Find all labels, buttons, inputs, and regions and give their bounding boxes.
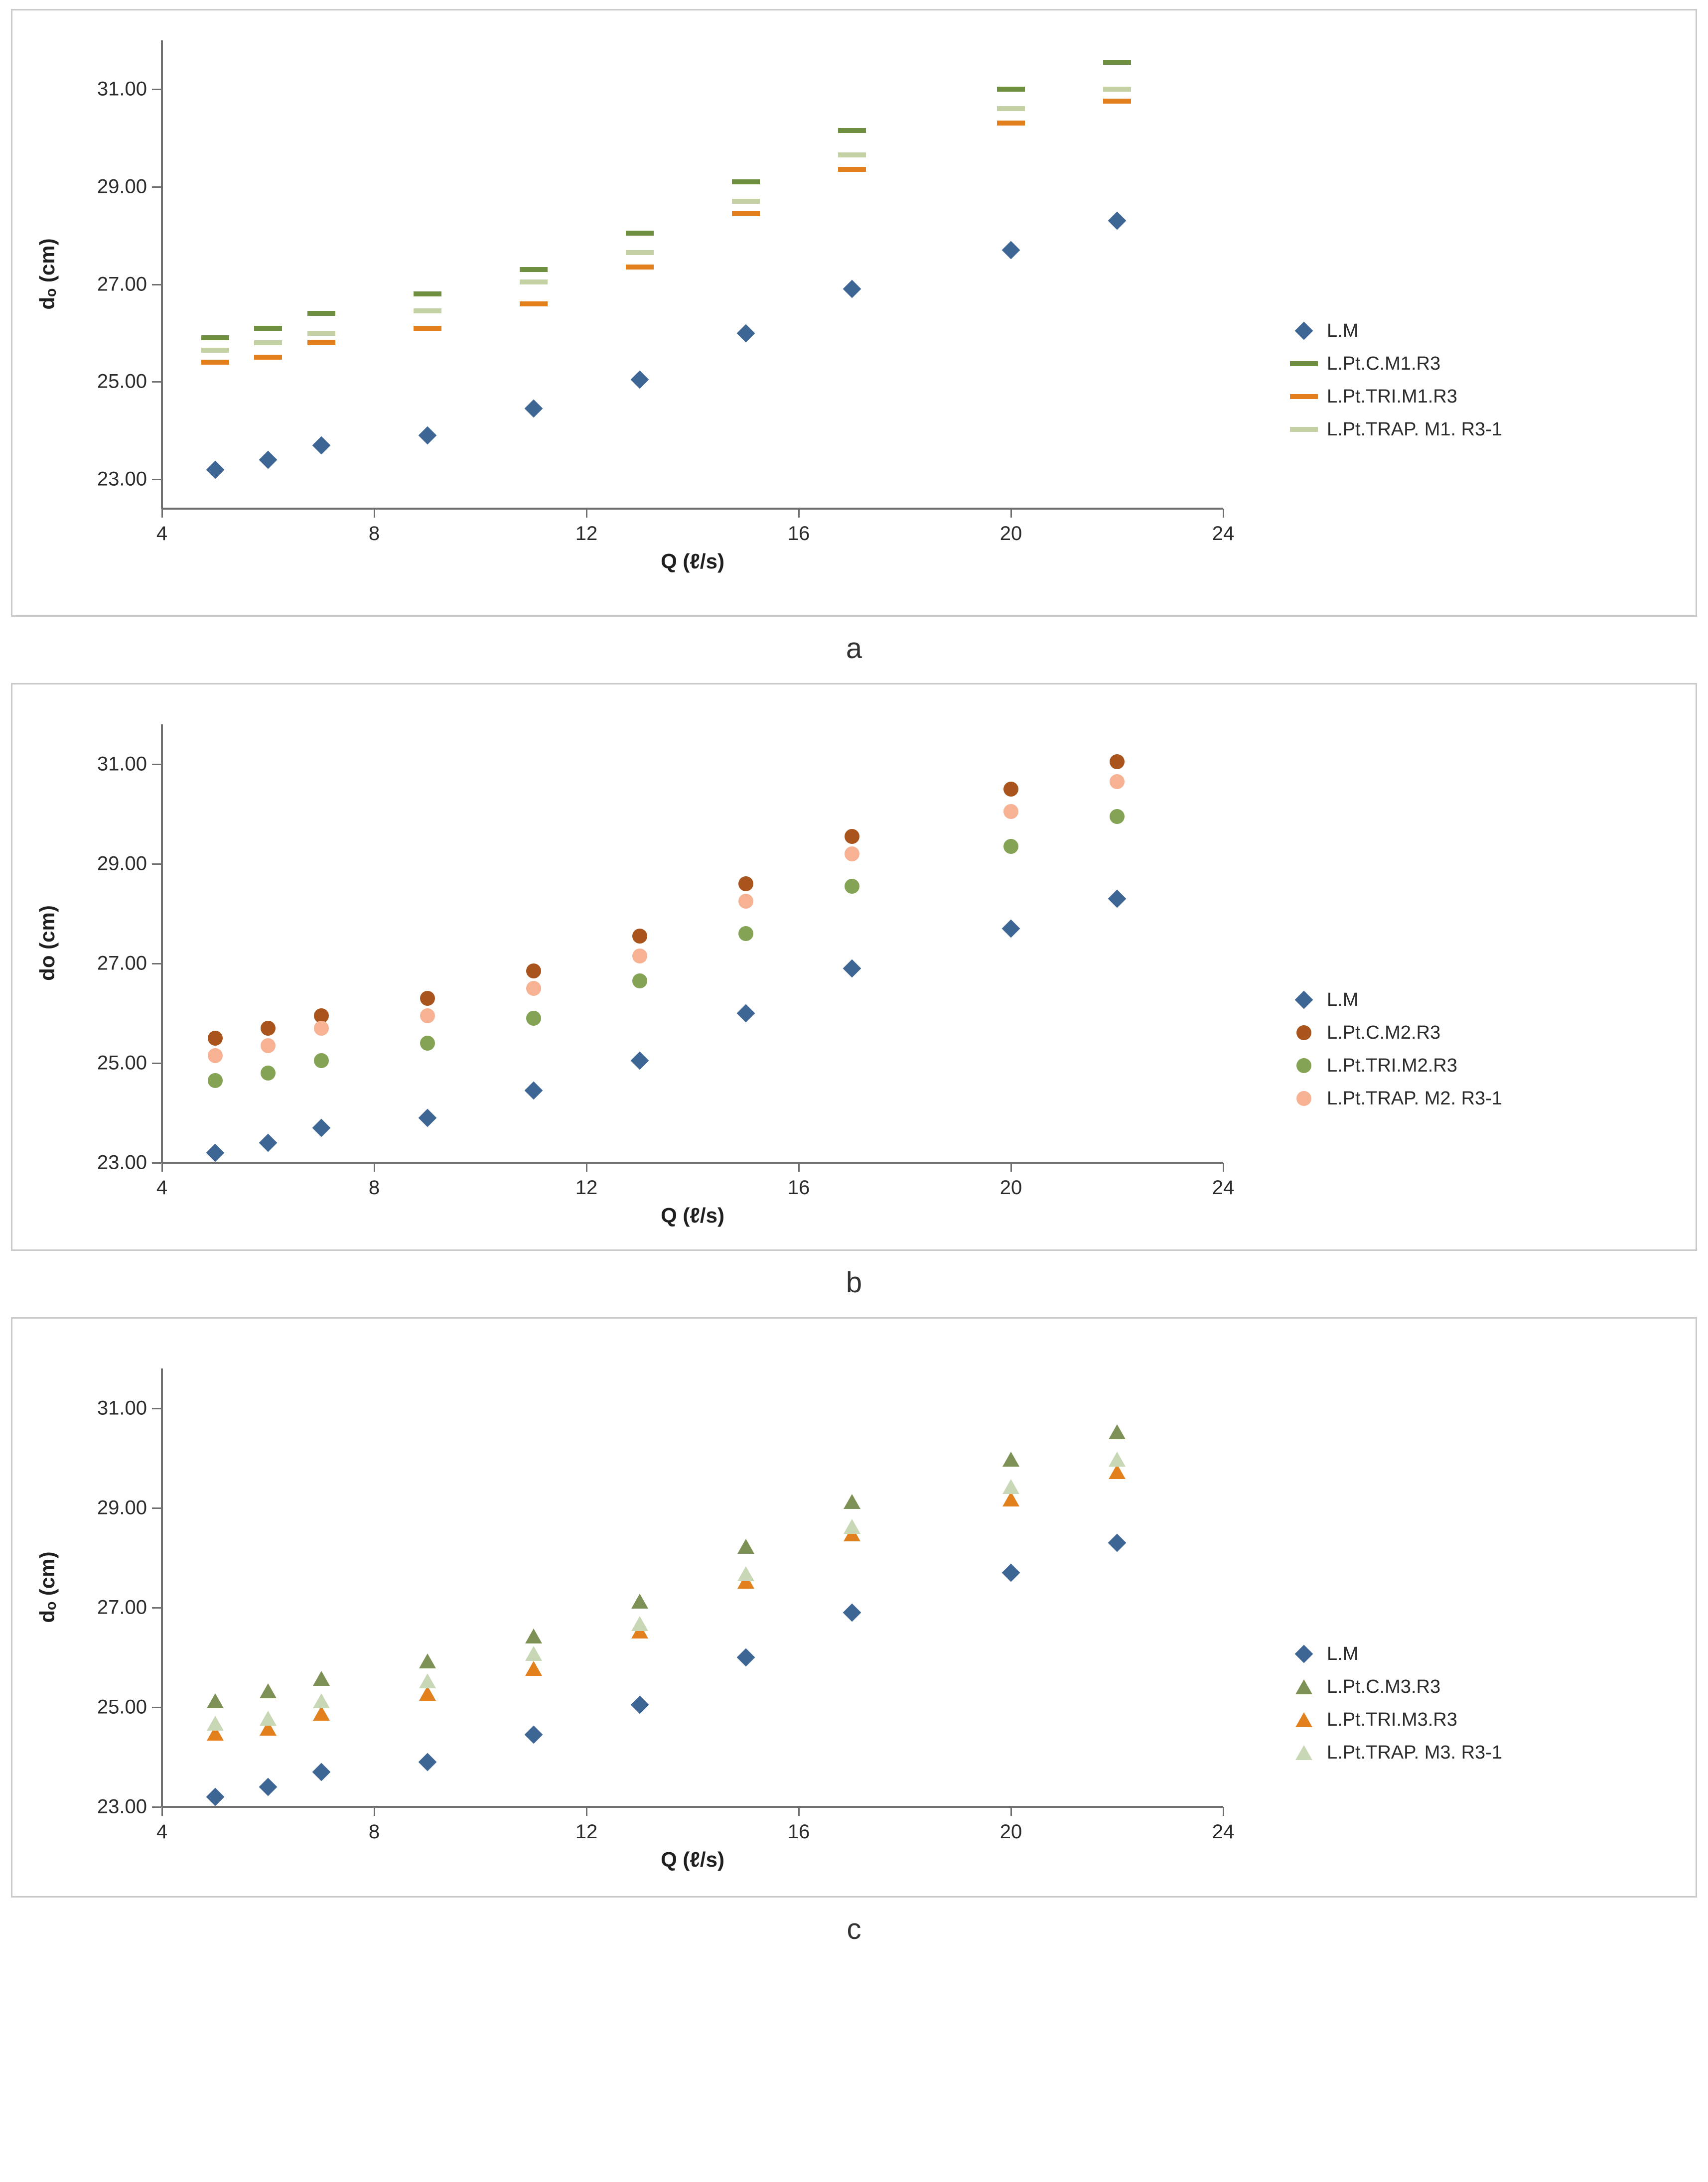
data-point xyxy=(208,1073,223,1088)
data-point xyxy=(1108,1534,1127,1552)
data-point xyxy=(626,250,654,255)
data-point xyxy=(626,231,654,236)
data-point xyxy=(313,1671,330,1686)
legend-item[interactable] xyxy=(1288,380,1502,413)
marker-circle xyxy=(1296,1058,1311,1073)
data-point xyxy=(732,211,760,216)
x-tick xyxy=(586,509,587,518)
data-point xyxy=(261,1038,276,1053)
data-point xyxy=(524,1082,543,1100)
data-point xyxy=(738,894,753,909)
y-tick-label: 25.00 xyxy=(97,370,147,393)
data-point xyxy=(307,340,335,345)
legend-item[interactable] xyxy=(1288,1016,1502,1049)
y-tick xyxy=(152,1408,161,1409)
y-tick-label: 31.00 xyxy=(97,78,147,100)
y-tick xyxy=(152,186,161,188)
x-tick xyxy=(161,1807,163,1816)
data-point xyxy=(261,1066,276,1081)
data-point xyxy=(1002,1452,1019,1467)
y-tick xyxy=(152,1507,161,1509)
legend-item[interactable] xyxy=(1288,347,1502,380)
x-tick xyxy=(798,509,800,518)
x-tick-label: 8 xyxy=(368,523,380,545)
y-tick xyxy=(152,963,161,964)
legend-item[interactable] xyxy=(1288,314,1502,347)
data-point xyxy=(844,1519,860,1534)
x-tick xyxy=(161,509,163,518)
data-point xyxy=(312,436,330,454)
data-point xyxy=(420,1036,435,1051)
data-point xyxy=(844,1494,860,1509)
y-tick-label: 23.00 xyxy=(97,1151,147,1174)
data-point xyxy=(260,1711,277,1726)
panel-b-wrapper xyxy=(11,683,1697,1299)
chart-legend xyxy=(1288,1637,1502,1769)
legend-item[interactable] xyxy=(1288,1670,1502,1703)
x-tick-label: 24 xyxy=(1212,523,1235,545)
data-point xyxy=(1108,212,1127,230)
data-point xyxy=(414,308,441,313)
y-tick xyxy=(152,479,161,480)
legend-marker xyxy=(1288,427,1320,432)
data-point xyxy=(208,1048,223,1063)
chart-panel-c xyxy=(11,1317,1697,1898)
y-axis-title: dₒ (cm) xyxy=(35,238,59,310)
marker-dash xyxy=(1290,427,1318,432)
x-tick xyxy=(374,1807,375,1816)
data-point xyxy=(420,991,435,1006)
marker-circle xyxy=(1296,1025,1311,1040)
y-axis-line xyxy=(161,1368,163,1807)
data-point xyxy=(259,1134,278,1152)
data-point xyxy=(520,267,548,272)
data-point xyxy=(737,1539,754,1554)
legend-label: L.Pt.C.M2.R3 xyxy=(1327,1022,1441,1043)
panel-c-wrapper xyxy=(11,1317,1697,1946)
legend-label: L.Pt.TRI.M3.R3 xyxy=(1327,1709,1457,1730)
legend-item[interactable] xyxy=(1288,1049,1502,1082)
data-point xyxy=(845,829,859,844)
legend-item[interactable] xyxy=(1288,1703,1502,1736)
data-point xyxy=(418,1753,436,1772)
x-tick-label: 12 xyxy=(575,523,598,545)
data-point xyxy=(736,1648,755,1667)
data-point xyxy=(632,949,647,963)
y-tick-label: 23.00 xyxy=(97,468,147,490)
y-tick-label: 31.00 xyxy=(97,1397,147,1419)
data-point xyxy=(631,1616,648,1631)
data-point xyxy=(838,128,866,133)
x-tick-label: 20 xyxy=(999,523,1022,545)
data-point xyxy=(254,355,282,360)
data-point xyxy=(526,1011,541,1026)
y-tick xyxy=(152,1707,161,1708)
x-tick-label: 12 xyxy=(575,1177,598,1199)
y-tick-label: 23.00 xyxy=(97,1795,147,1818)
data-point xyxy=(254,326,282,331)
y-tick xyxy=(152,1162,161,1164)
data-point xyxy=(631,1594,648,1609)
marker-dash xyxy=(1290,361,1318,366)
marker-triangle xyxy=(1295,1679,1312,1694)
legend-item[interactable] xyxy=(1288,1082,1502,1115)
data-point xyxy=(736,1004,755,1023)
x-tick-label: 8 xyxy=(368,1821,380,1843)
x-axis-title: Q (ℓ/s) xyxy=(661,1204,724,1227)
chart-panel-b xyxy=(11,683,1697,1251)
x-tick-label: 12 xyxy=(575,1821,598,1843)
data-point xyxy=(314,1021,329,1036)
x-tick xyxy=(161,1163,163,1172)
marker-triangle xyxy=(1295,1712,1312,1727)
y-tick-label: 27.00 xyxy=(97,273,147,295)
data-point xyxy=(997,106,1025,111)
x-tick xyxy=(1223,1807,1224,1816)
y-tick xyxy=(152,1607,161,1609)
data-point xyxy=(207,1693,224,1708)
legend-marker xyxy=(1288,1058,1320,1073)
marker-dash xyxy=(1290,394,1318,399)
data-point xyxy=(843,280,861,298)
x-axis-line xyxy=(162,508,1223,510)
data-point xyxy=(1109,1424,1126,1439)
data-point xyxy=(260,1683,277,1698)
legend-label: L.Pt.TRAP. M1. R3-1 xyxy=(1327,418,1502,440)
data-point xyxy=(626,265,654,270)
y-tick xyxy=(152,381,161,383)
marker-diamond xyxy=(1295,1645,1313,1663)
y-axis-line xyxy=(161,40,163,509)
panel-caption-a: a xyxy=(846,632,862,665)
data-point xyxy=(1002,241,1020,260)
data-point xyxy=(418,426,436,445)
data-point xyxy=(1103,87,1131,92)
x-tick-label: 20 xyxy=(999,1177,1022,1199)
data-point xyxy=(254,340,282,345)
legend-label: L.Pt.TRI.M1.R3 xyxy=(1327,386,1457,407)
data-point xyxy=(1003,839,1018,854)
legend-marker xyxy=(1288,394,1320,399)
data-point xyxy=(314,1053,329,1068)
data-point xyxy=(201,360,229,365)
y-axis-title: do (cm) xyxy=(35,905,59,981)
data-point xyxy=(1003,782,1018,797)
y-axis-line xyxy=(161,724,163,1163)
x-axis-line xyxy=(162,1806,1223,1808)
marker-circle xyxy=(1296,1091,1311,1106)
x-axis-title: Q (ℓ/s) xyxy=(661,549,724,573)
data-point xyxy=(845,846,859,861)
x-tick-label: 16 xyxy=(787,523,810,545)
marker-diamond xyxy=(1295,322,1313,340)
data-point xyxy=(206,1788,224,1806)
x-tick xyxy=(1010,1163,1012,1172)
x-tick-label: 16 xyxy=(787,1177,810,1199)
legend-label: L.M xyxy=(1327,320,1359,341)
data-point xyxy=(201,348,229,353)
data-point xyxy=(261,1021,276,1036)
chart-panel-a xyxy=(11,9,1697,617)
legend-marker xyxy=(1288,1025,1320,1040)
legend-label: L.Pt.C.M3.R3 xyxy=(1327,1676,1441,1697)
data-point xyxy=(1108,890,1127,908)
legend-marker xyxy=(1288,1647,1320,1660)
data-point xyxy=(307,331,335,336)
legend-marker xyxy=(1288,1745,1320,1760)
data-point xyxy=(201,335,229,340)
data-point xyxy=(1002,1479,1019,1494)
data-point xyxy=(524,1726,543,1744)
legend-label: L.Pt.TRAP. M3. R3-1 xyxy=(1327,1742,1502,1763)
data-point xyxy=(524,400,543,418)
data-point xyxy=(520,301,548,306)
x-tick xyxy=(1010,1807,1012,1816)
data-point xyxy=(630,370,649,389)
x-axis-line xyxy=(162,1162,1223,1164)
x-tick xyxy=(798,1163,800,1172)
y-tick-label: 29.00 xyxy=(97,175,147,198)
x-tick xyxy=(798,1807,800,1816)
data-point xyxy=(206,460,224,479)
data-point xyxy=(1103,60,1131,65)
x-tick-label: 20 xyxy=(999,1821,1022,1843)
x-tick-label: 4 xyxy=(156,1821,168,1843)
y-tick-label: 29.00 xyxy=(97,1497,147,1519)
x-tick-label: 24 xyxy=(1212,1821,1235,1843)
y-tick-label: 25.00 xyxy=(97,1052,147,1074)
data-point xyxy=(732,199,760,204)
data-point xyxy=(418,1109,436,1127)
data-point xyxy=(1002,920,1020,938)
data-point xyxy=(313,1693,330,1708)
legend-marker xyxy=(1288,1091,1320,1106)
marker-diamond xyxy=(1295,991,1313,1009)
legend-marker xyxy=(1288,324,1320,337)
figure-page xyxy=(0,9,1708,1946)
legend-item[interactable] xyxy=(1288,1637,1502,1670)
data-point xyxy=(525,1661,542,1676)
y-tick xyxy=(152,1063,161,1064)
legend-label: L.Pt.TRAP. M2. R3-1 xyxy=(1327,1088,1502,1109)
data-point xyxy=(738,926,753,941)
data-point xyxy=(1103,99,1131,104)
data-point xyxy=(520,279,548,284)
y-tick xyxy=(152,284,161,285)
x-tick xyxy=(1223,509,1224,518)
data-point xyxy=(843,959,861,978)
legend-item[interactable] xyxy=(1288,413,1502,446)
y-tick xyxy=(152,1806,161,1808)
x-tick-label: 24 xyxy=(1212,1177,1235,1199)
data-point xyxy=(732,179,760,184)
legend-marker xyxy=(1288,993,1320,1006)
x-tick-label: 4 xyxy=(156,523,168,545)
chart-legend xyxy=(1288,314,1502,446)
x-axis-title: Q (ℓ/s) xyxy=(661,1848,724,1871)
data-point xyxy=(414,326,441,331)
data-point xyxy=(419,1673,436,1688)
data-point xyxy=(307,311,335,316)
data-point xyxy=(997,87,1025,92)
data-point xyxy=(207,1716,224,1731)
legend-marker xyxy=(1288,361,1320,366)
data-point xyxy=(838,167,866,172)
data-point xyxy=(845,879,859,894)
legend-label: L.Pt.TRI.M2.R3 xyxy=(1327,1055,1457,1076)
data-point xyxy=(312,1763,330,1781)
data-point xyxy=(525,1629,542,1643)
data-point xyxy=(838,152,866,157)
data-point xyxy=(1110,754,1125,769)
x-tick xyxy=(1223,1163,1224,1172)
data-point xyxy=(1109,1452,1126,1467)
data-point xyxy=(1002,1564,1020,1582)
legend-label: L.M xyxy=(1327,1643,1359,1664)
legend-item[interactable] xyxy=(1288,1736,1502,1769)
x-tick xyxy=(586,1163,587,1172)
x-tick-label: 4 xyxy=(156,1177,168,1199)
y-tick xyxy=(152,764,161,765)
data-point xyxy=(632,973,647,988)
data-point xyxy=(630,1696,649,1714)
x-tick-label: 16 xyxy=(787,1821,810,1843)
data-point xyxy=(206,1144,224,1162)
data-point xyxy=(208,1031,223,1046)
data-point xyxy=(312,1119,330,1137)
data-point xyxy=(1110,774,1125,789)
x-tick xyxy=(374,1163,375,1172)
data-point xyxy=(419,1653,436,1668)
x-tick xyxy=(586,1807,587,1816)
data-point xyxy=(420,1008,435,1023)
x-tick-label: 8 xyxy=(368,1177,380,1199)
panel-caption-b: b xyxy=(846,1266,862,1299)
legend-label: L.M xyxy=(1327,989,1359,1010)
data-point xyxy=(997,121,1025,126)
legend-item[interactable] xyxy=(1288,983,1502,1016)
data-point xyxy=(630,1052,649,1070)
data-point xyxy=(414,291,441,296)
data-point xyxy=(737,1566,754,1581)
x-tick xyxy=(374,509,375,518)
x-tick xyxy=(1010,509,1012,518)
data-point xyxy=(1003,804,1018,819)
panel-caption-c: c xyxy=(847,1913,861,1945)
chart-legend xyxy=(1288,983,1502,1115)
data-point xyxy=(525,1646,542,1661)
data-point xyxy=(1110,809,1125,824)
legend-label: L.Pt.C.M1.R3 xyxy=(1327,353,1441,374)
data-point xyxy=(736,324,755,342)
marker-triangle xyxy=(1295,1745,1312,1760)
y-tick xyxy=(152,89,161,90)
y-tick-label: 31.00 xyxy=(97,753,147,775)
y-tick-label: 29.00 xyxy=(97,852,147,875)
data-point xyxy=(843,1604,861,1622)
legend-marker xyxy=(1288,1712,1320,1727)
y-tick-label: 25.00 xyxy=(97,1696,147,1718)
data-point xyxy=(738,876,753,891)
data-point xyxy=(259,1778,278,1796)
data-point xyxy=(526,981,541,996)
panel-a-wrapper xyxy=(11,9,1697,665)
y-axis-title: dₒ (cm) xyxy=(35,1551,59,1623)
legend-marker xyxy=(1288,1679,1320,1694)
data-point xyxy=(526,963,541,978)
y-tick-label: 27.00 xyxy=(97,952,147,974)
y-tick xyxy=(152,863,161,865)
y-tick-label: 27.00 xyxy=(97,1596,147,1619)
data-point xyxy=(259,451,278,469)
data-point xyxy=(632,929,647,944)
